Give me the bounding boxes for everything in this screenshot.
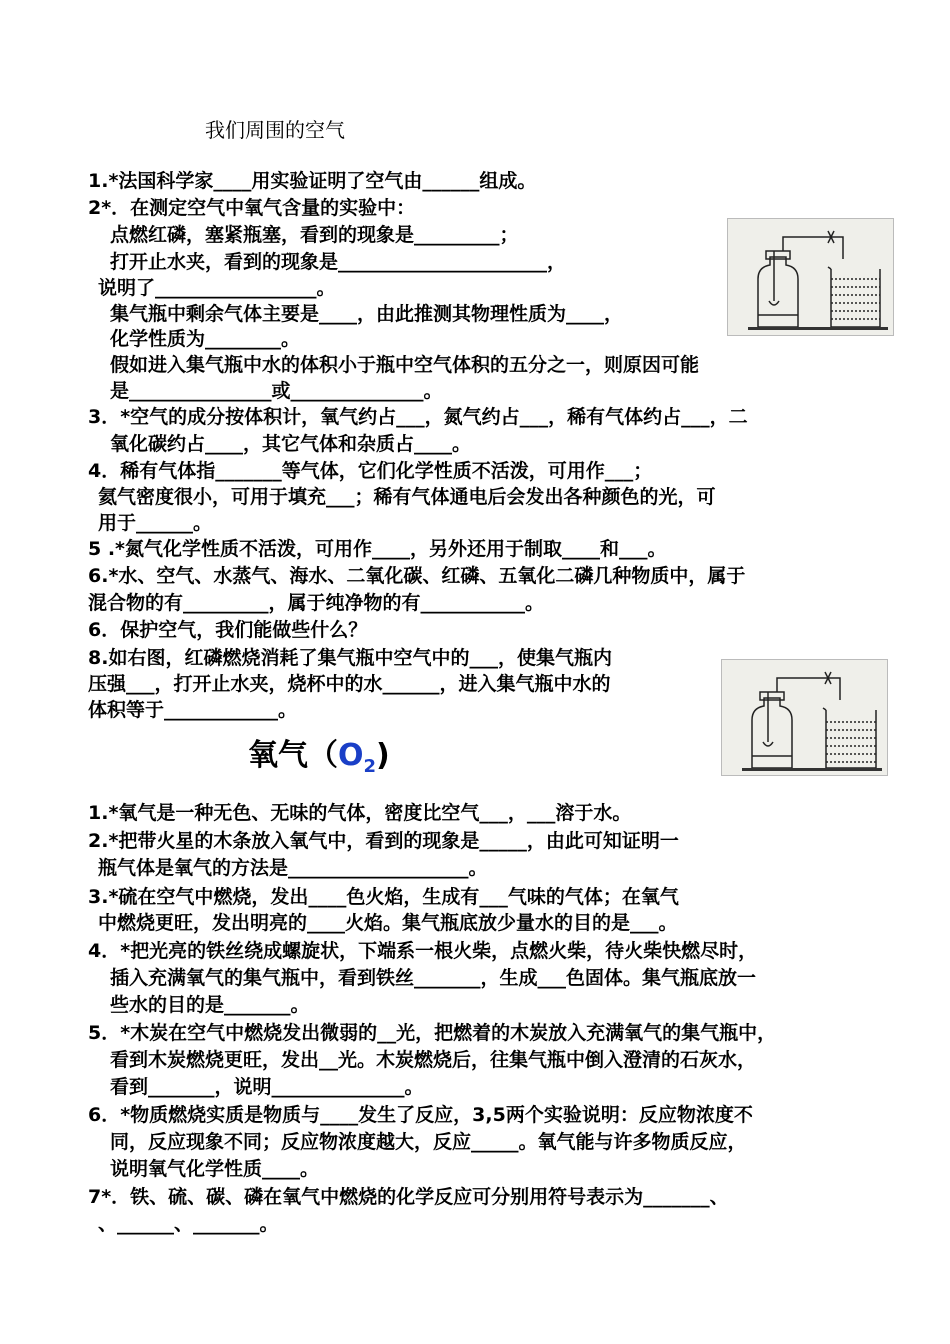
text-line: 1.*氧气是一种无色、无味的气体，密度比空气___，___溶于水。: [88, 802, 632, 824]
text-line: 瓶气体是氧气的方法是___________________。: [98, 857, 488, 879]
text-line: 化学性质为________。: [110, 328, 301, 350]
text-line: 假如进入集气瓶中水的体积小于瓶中空气体积的五分之一，则原因可能: [110, 354, 700, 376]
text-line: 5 .*氮气化学性质不活泼，可用作____，另外还用于制取____和___。: [88, 538, 667, 560]
text-line: 压强___，打开止水夹，烧杯中的水______，进入集气瓶中水的: [88, 673, 611, 695]
text-line: 1.*法国科学家____用实验证明了空气由______组成。: [88, 170, 537, 192]
apparatus-figure-1: [727, 218, 894, 336]
text-line: 8.如右图，红磷燃烧消耗了集气瓶中空气中的___，使集气瓶内: [88, 647, 612, 669]
apparatus-figure-2: [721, 659, 888, 776]
text-line: 4．*把光亮的铁丝绕成螺旋状，下端系一根火柴，点燃火柴，待火柴快燃尽时，: [88, 940, 758, 962]
text-line: 混合物的有_________，属于纯净物的有___________。: [88, 592, 545, 614]
text-line: 看到木炭燃烧更旺，发出__光。木炭燃烧后，往集气瓶中倒入澄清的石灰水，: [110, 1049, 757, 1071]
oxygen-formula: [338, 738, 377, 777]
text-line: 打开止水夹，看到的现象是______________________，: [110, 251, 567, 273]
text-line: 中燃烧更旺，发出明亮的____火焰。集气瓶底放少量水的目的是___。: [98, 912, 678, 934]
text-line: 是_______________或______________。: [110, 380, 443, 402]
text-line: 同，反应现象不同；反应物浓度越大，反应_____。氧气能与许多物质反应，: [110, 1131, 747, 1153]
text-line: 说明了_________________。: [98, 277, 336, 299]
text-line: 说明氧气化学性质____。: [110, 1158, 320, 1180]
text-line: 集气瓶中剩余气体主要是____，由此推测其物理性质为____，: [110, 303, 624, 325]
text-line: 些水的目的是_______。: [110, 994, 310, 1016]
title-prefix: 氧气（: [248, 738, 338, 773]
section-title-air: 我们周围的空气: [205, 118, 345, 142]
text-line: 6.*水、空气、水蒸气、海水、二氧化碳、红磷、五氧化二磷几种物质中，属于: [88, 565, 746, 587]
text-line: 6．保护空气，我们能做些什么？: [88, 619, 368, 641]
formula-sub: 2: [363, 756, 377, 777]
text-line: 氧化碳约占____，其它气体和杂质占____。: [110, 433, 472, 455]
title-suffix: ): [376, 738, 390, 773]
text-line: 2.*把带火星的木条放入氧气中，看到的现象是_____，由此可知证明一: [88, 830, 679, 852]
text-line: 6．*物质燃烧实质是物质与____发生了反应，3,5两个实验说明：反应物浓度不: [88, 1104, 753, 1126]
text-line: 2*．在测定空气中氧气含量的实验中：: [88, 197, 416, 219]
text-line: 3.*硫在空气中燃烧，发出____色火焰，生成有___气味的气体；在氧气: [88, 886, 679, 908]
section-title-oxygen: [248, 730, 390, 777]
text-line: 体积等于____________。: [88, 699, 298, 721]
text-line: 7*．铁、硫、碳、磷在氧气中燃烧的化学反应可分别用符号表示为_______、: [88, 1186, 729, 1208]
text-line: 用于______。: [98, 512, 213, 534]
text-line: 看到_______，说明______________。: [110, 1076, 424, 1098]
text-line: 点燃红磷，塞紧瓶塞，看到的现象是_________；: [110, 224, 519, 246]
text-line: 插入充满氧气的集气瓶中，看到铁丝_______，生成___色固体。集气瓶底放一: [110, 967, 757, 989]
formula-main: O: [338, 738, 364, 773]
apparatus-illustration: [722, 660, 887, 775]
text-line: 4．稀有气体指_______等气体，它们化学性质不活泼，可用作___；: [88, 460, 653, 482]
text-line: 氦气密度很小，可用于填充___；稀有气体通电后会发出各种颜色的光，可: [98, 486, 716, 508]
text-line: 5．*木炭在空气中燃烧发出微弱的__光，把燃着的木炭放入充满氧气的集气瓶中，: [88, 1022, 777, 1044]
text-line: 3．*空气的成分按体积计，氧气约占___，氮气约占___，稀有气体约占___，二: [88, 406, 748, 428]
text-line: 、______、_______。: [98, 1213, 279, 1235]
apparatus-illustration: [728, 219, 893, 335]
